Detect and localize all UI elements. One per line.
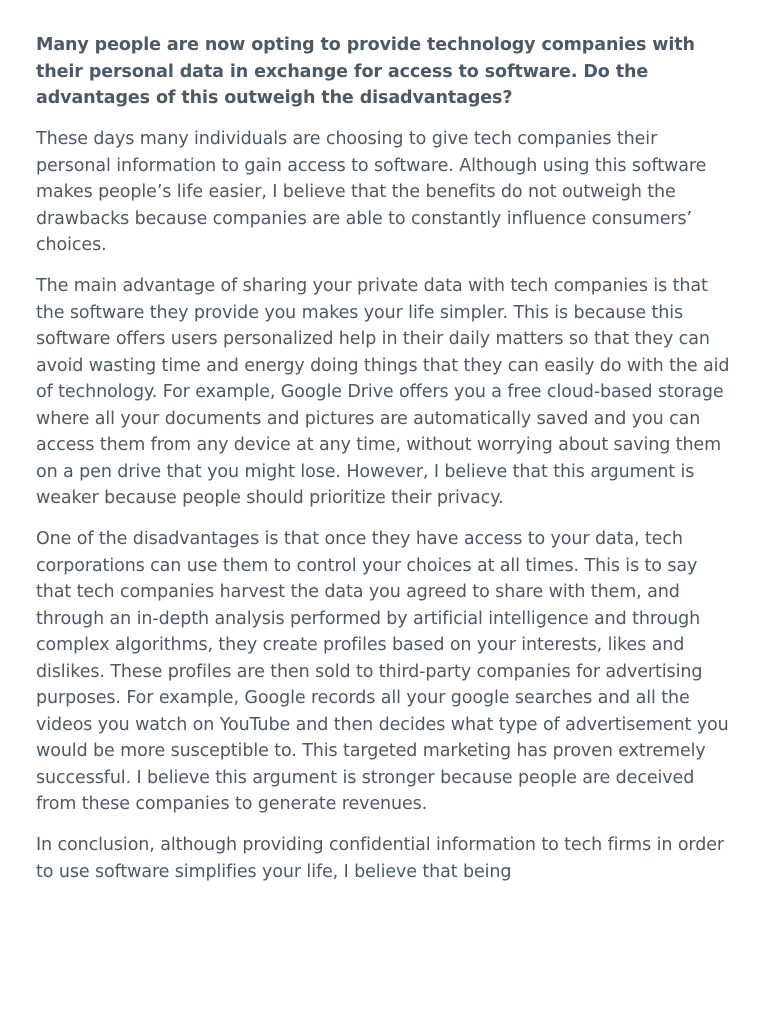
essay-disadvantage-paragraph: One of the disadvantages is that once they have access to your data, tech corporations can use them to control your choices at all times. This is to say that tech companies harvest the data you agreed to share with them, and through an in-depth analysis performed by artificial intelligence and through complex algorithms, they create profiles based on your interests, likes and dislikes. These profiles are then sold to third-party companies for advertising purposes. For example, Google records all your google searches and all the videos you watch on YouTube and then decides what type of advertisement you would be more susceptible to. This targeted marketing has proven extremely successful. I believe this argument is stronger because people are deceived from these companies to generate revenues. xyxy=(36,529,729,814)
essay-advantage-paragraph: The main advantage of sharing your private data with tech companies is that the software they provide you makes your life simpler. This is because this software offers users personalized help in their daily matters so that they can avoid wasting time and energy doing things that they can easily do with the aid of technology. For example, Google Drive offers you a free cloud-based storage where all your documents and pictures are automatically saved and you can access them from any device at any time, without worrying about saving them on a pen drive that you might lose. However, I believe that this argument is weaker because people should prioritize their privacy. xyxy=(36,276,730,508)
essay-conclusion-paragraph: In conclusion, although providing confidential information to tech firms in order to use software simplifies your life, I believe that being xyxy=(36,835,724,882)
essay-prompt: Many people are now opting to provide technology companies with their personal data in exchange for access to software. Do the advantages of this outweigh the disadvantages? xyxy=(36,35,695,108)
essay-introduction-paragraph: These days many individuals are choosing to give tech companies their personal information to gain access to software. Although using this software makes people’s life easier, I believe that the benefits do not outweigh the drawbacks because companies are able to constantly influence consumers’ choices. xyxy=(36,129,707,255)
essay-body xyxy=(36,32,736,900)
